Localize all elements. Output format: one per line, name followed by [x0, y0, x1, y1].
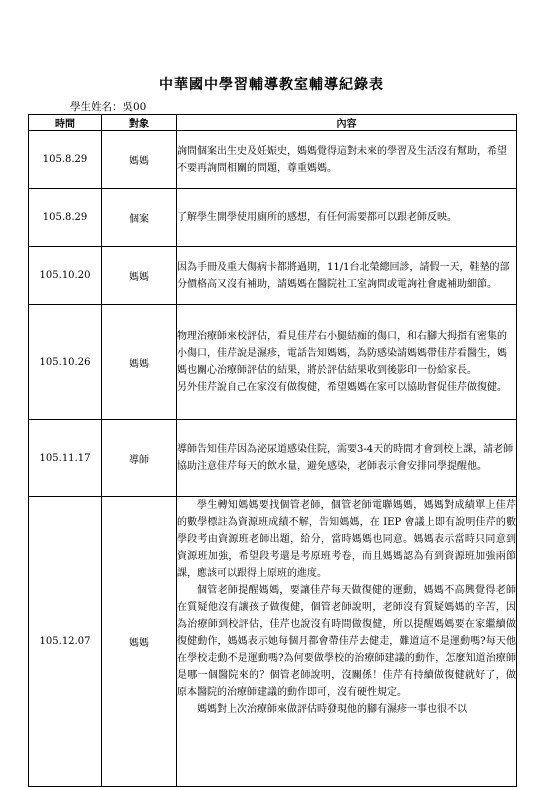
content-paragraph: 因為手冊及重大傷病卡都將過期，11/1台北榮總回診，請假一天，鞋墊的部分價格高又沒有補助，請媽媽在醫院社工室詢問或電詢社會處補助細節。: [177, 261, 510, 290]
content-paragraph: 另外佳芹說自己在家沒有做復健，希望媽媽在家可以協助督促佳芹做復健。: [177, 382, 507, 393]
page-title: 中華國中學習輔導教室輔導紀錄表: [159, 77, 384, 93]
row-target: 媽媽: [102, 497, 177, 787]
row-content: [177, 131, 517, 189]
table-row: [29, 131, 517, 189]
content-paragraph: 物理治療師來校評估，看見佳芹右小腿結痂的傷口，和右腳大拇指有密集的小傷口，佳芹說是濕疹，電話告知媽媽，為防感染請媽媽帶佳芹看醫生，媽媽也關心治療師評估的結果，將於評估結果收到後影印一份給家長。: [177, 331, 507, 376]
header-time: 時間: [29, 115, 102, 131]
table-row: [29, 189, 517, 247]
row-target: 導師: [102, 420, 177, 497]
header-target: 對象: [102, 115, 177, 131]
row-content: [177, 305, 517, 420]
row-target: 媽媽: [102, 305, 177, 420]
header-content: 內容: [177, 115, 517, 131]
row-time: 105.10.26: [29, 305, 102, 420]
content-paragraph: 詢問個案出生史及妊娠史，媽媽覺得這對未來的學習及生活沒有幫助，希望不要再詢問相關的問題，尊重媽媽。: [177, 145, 507, 174]
row-time: 105.11.17: [29, 420, 102, 497]
row-content: [177, 420, 517, 497]
content-paragraph: 媽媽對上次治療師來做評估時發現他的腳有濕疹一事也很不以: [197, 704, 467, 715]
table-row: [29, 420, 517, 497]
content-paragraph: 了解學生開學使用廁所的感想，有任何需要都可以跟老師反映。: [177, 212, 457, 223]
content-paragraph: 導師告知佳芹因為泌尿道感染住院，需要3-4天的時間才會到校上課，請老師協助注意佳芹每天的飲水量，避免感染，老師表示會安排同學提醒他。: [177, 444, 514, 472]
row-content: [177, 497, 517, 787]
student-name: 學生姓名：吳00: [70, 101, 147, 113]
row-content: [177, 189, 517, 247]
content-paragraph: 學生轉知媽媽要找個管老師，個管老師電聯媽媽，媽媽對成績單上佳芹的數學標註為資源班成績不解，告知媽媽，在 IEP 會議上即有說明佳芹的數學段考由資源班老師出題，給分，當時媽媽也同意。媽媽表示當時只同意到資源班加強，希望段考還是考原班考卷，而且媽媽認為有到資源班加強兩節課，應該可以跟得上原班的進度。: [177, 500, 516, 579]
table-row: [29, 305, 517, 420]
row-target: 個案: [102, 189, 177, 247]
row-time: 105.12.07: [29, 497, 102, 787]
row-time: 105.8.29: [29, 189, 102, 247]
table-row: [29, 247, 517, 305]
row-time: 105.10.20: [29, 247, 102, 305]
row-time: 105.8.29: [29, 131, 102, 189]
row-content: [177, 247, 517, 305]
content-paragraph: 個管老師提醒媽媽，要讓佳芹每天做復健的運動，媽媽不高興覺得老師在質疑他沒有讓孩子做復健，個管老師說明，老師沒有質疑媽媽的辛苦，因為治療師到校評估，佳芹也說沒有時間做復健，所以提醒媽媽要在家繼續做復健動作，媽媽表示她每個月都會帶佳芹去健走，難道這不是運動嗎?每天他在學校走動不是運動嗎?為何要做學校的治療師建議的動作，怎麼知道治療師是哪一個醫院來的？個管老師說明，沒關係！佳芹有持續做復健就好了，做原本醫院的治療師建議的動作即可，沒有硬性規定。: [177, 585, 516, 698]
table-row: [29, 497, 517, 787]
table-header-row: [29, 115, 517, 131]
row-target: 媽媽: [102, 247, 177, 305]
row-target: 媽媽: [102, 131, 177, 189]
counseling-record-table: [28, 114, 517, 787]
